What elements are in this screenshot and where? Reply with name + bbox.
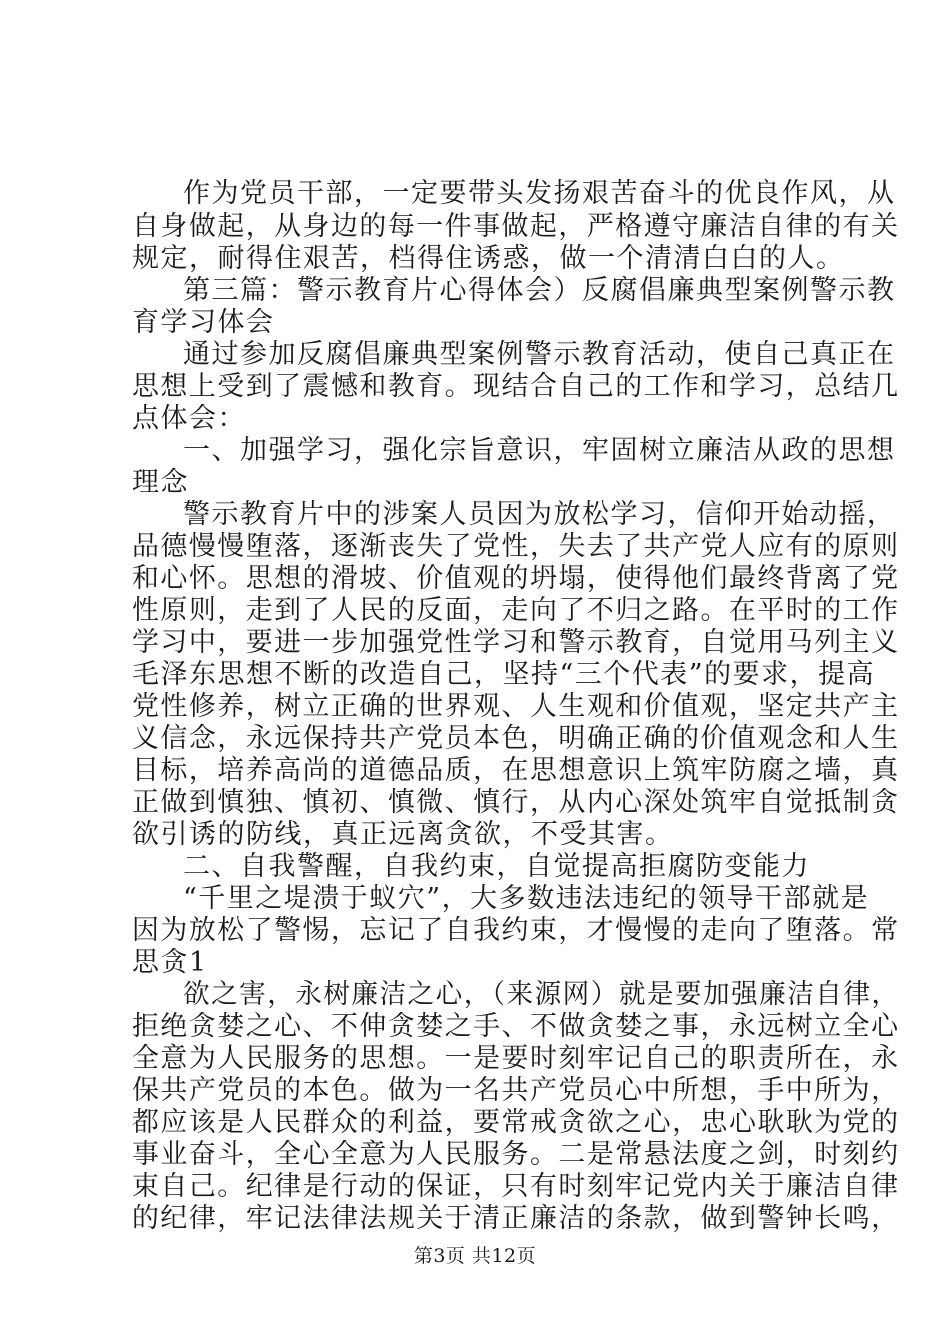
text-line: 通过参加反腐倡廉典型案例警示教育活动，使自己真正在 bbox=[183, 339, 896, 370]
text-line: 党性修养，树立正确的世界观、人生观和价值观，坚定共产主 bbox=[132, 691, 900, 722]
page-footer: 第3页 共12页 bbox=[413, 1245, 537, 1267]
text-line: 欲引诱的防线，真正远离贪欲，不受其害。 bbox=[132, 819, 674, 850]
text-line: 的纪律，牢记法律法规关于清正廉洁的条款，做到警钟长鸣， bbox=[132, 1203, 900, 1234]
subheading: 二、自我警醒，自我约束，自觉提高拒腐防变能力 bbox=[183, 851, 810, 882]
text-line: 欲之害，永树廉洁之心，（来源网）就是要加强廉洁自律， bbox=[183, 979, 900, 1010]
text-line: 毛泽东思想不断的改造自己，坚持“三个代表”的要求，提高 bbox=[132, 659, 876, 690]
subheading: 理念 bbox=[132, 467, 189, 498]
text-line: 警示教育片中的涉案人员因为放松学习，信仰开始动摇， bbox=[183, 499, 896, 530]
text-line: 拒绝贪婪之心、不伸贪婪之手、不做贪婪之事，永远树立全心 bbox=[132, 1011, 900, 1042]
subheading: 一、加强学习，强化宗旨意识，牢固树立廉洁从政的思想 bbox=[183, 435, 896, 466]
section-heading: 育学习体会 bbox=[132, 307, 275, 338]
text-line: 自身做起，从身边的每一件事做起，严格遵守廉洁自律的有关 bbox=[132, 211, 900, 242]
text-line: 事业奋斗，全心全意为人民服务。二是常悬法度之剑，时刻约 bbox=[132, 1139, 900, 1170]
text-line: 保共产党员的本色。做为一名共产党员心中所想，手中所为， bbox=[132, 1075, 900, 1106]
text-line: 学习中，要进一步加强党性学习和警示教育，自觉用马列主义 bbox=[132, 627, 900, 658]
text-line: 思想上受到了震憾和教育。现结合自己的工作和学习，总结几 bbox=[132, 371, 900, 402]
section-heading: 第三篇：警示教育片心得体会）反腐倡廉典型案例警示教 bbox=[183, 275, 896, 306]
text-line: 和心怀。思想的滑坡、价值观的坍塌，使得他们最终背离了党 bbox=[132, 563, 900, 594]
text-line: 规定，耐得住艰苦，档得住诱惑，做一个清清白白的人。 bbox=[132, 243, 845, 274]
text-line: “千里之堤溃于蚁穴”，大多数违法违纪的领导干部就是 bbox=[183, 883, 870, 914]
text-line: 正做到慎独、慎初、慎微、慎行，从内心深处筑牢自觉抵制贪 bbox=[132, 787, 900, 818]
text-line: 思贪1 bbox=[132, 947, 208, 978]
text-line: 目标，培养高尚的道德品质，在思想意识上筑牢防腐之墙，真 bbox=[132, 755, 900, 786]
text-line: 义信念，永远保持共产党员本色，明确正确的价值观念和人生 bbox=[132, 723, 900, 754]
text-line: 点体会： bbox=[132, 403, 246, 434]
text-line: 因为放松了警惕，忘记了自我约束，才慢慢的走向了堕落。常 bbox=[132, 915, 900, 946]
text-line: 都应该是人民群众的利益，要常戒贪欲之心，忠心耿耿为党的 bbox=[132, 1107, 900, 1138]
text-line: 作为党员干部，一定要带头发扬艰苦奋斗的优良作风，从 bbox=[183, 178, 896, 209]
text-line: 全意为人民服务的思想。一是要时刻牢记自己的职责所在，永 bbox=[132, 1043, 900, 1074]
text-line: 束自己。纪律是行动的保证，只有时刻牢记党内关于廉洁自律 bbox=[132, 1171, 900, 1202]
text-line: 品德慢慢堕落，逐渐丧失了党性，失去了共产党人应有的原则 bbox=[132, 531, 900, 562]
text-line: 性原则，走到了人民的反面，走向了不归之路。在平时的工作 bbox=[132, 595, 900, 626]
